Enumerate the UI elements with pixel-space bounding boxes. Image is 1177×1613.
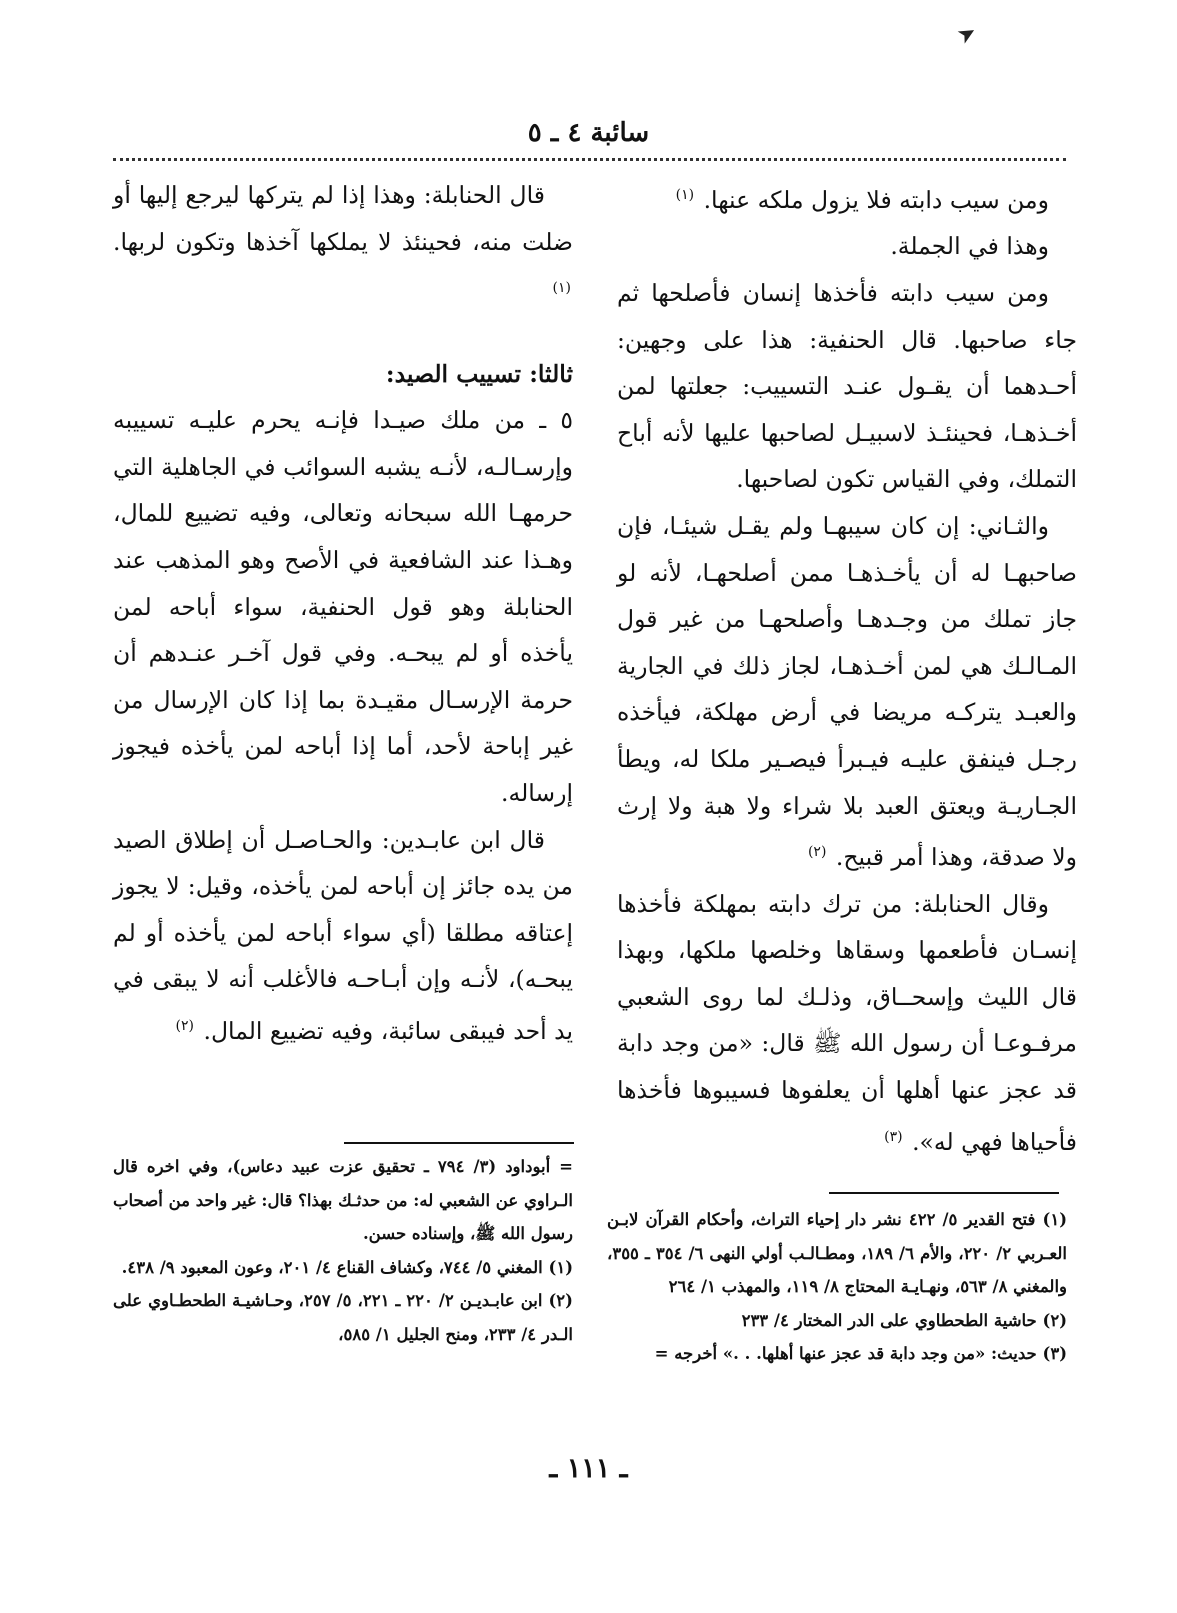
footnotes-left <box>113 1150 573 1351</box>
section-heading: ثالثا: تسييب الصيد: <box>385 359 573 388</box>
footnote-separator <box>344 1142 574 1144</box>
footnote-ref: (٢) <box>807 844 827 861</box>
paragraph: وهذا في الجملة. <box>890 232 1049 261</box>
header-dotted-rule <box>113 158 1066 161</box>
spacer <box>113 317 573 351</box>
footnote-continuation: = أبوداود (٣/ ٧٩٤ ـ تحقيق عزت عبيد دعاس)، وفي اخره قال الـراوي عن الشعبي له: من حدثـك بهذا؟ قال: غير واحد من أصحاب رسول الله ﷺ، وإسناده حسن. <box>113 1157 574 1243</box>
footnote: (٢) ابن عابـديـن ٢/ ٢٢٠ ـ ٢٢١، ٥/ ٢٥٧، وحـاشيـة الطحطـاوي على الـدر ٤/ ٢٣٣، ومنح الجليل ١/ ٥٨٥، <box>113 1291 573 1344</box>
footnote-ref: (١) <box>675 187 695 203</box>
paragraph: ومن سيب دابته فلا يزول ملكه عنها. $^{(١)}$ <box>675 185 1049 214</box>
footnote: (٣) حديث: «من وجد دابة قد عجز عنها أهلها. . .» أخرجه = <box>654 1344 1067 1363</box>
page-number: ـ ١١١ ـ <box>549 1453 628 1484</box>
paragraph: قال ابن عابـدين: والحـاصـل أن إطلاق الصيد من يده جائز إن أباحه لمن يأخذه، وقيل: لا يجوز إعتاقه مطلقا (أي سواء أباحه لمن يأخذه أو لم يبحـه)، لأنـه وإن أبـاحـه فالأغلب أنه لا يبقى في يد أحد فيبقى سائبة، وفيه تضييع المال. $^{(٢)}$ <box>113 825 573 1045</box>
right-text-column <box>617 172 1077 1165</box>
footnote: (٢) حاشية الطحطاوي على الدر المختار ٤/ ٢٣٣ <box>741 1310 1067 1330</box>
running-header: سائبة ٤ ـ ٥ <box>527 118 650 148</box>
footnote-ref: (٣) <box>884 1128 903 1145</box>
paragraph: وقال الحنابلة: من ترك دابته بمهلكة فأخذها إنسـان فأطعمها وسقاها وخلصها ملكها، وبهذا قال الليث وإسحــاق، وذلـك لما روى الشعبي مرفـوعـا أن رسول الله ﷺ قال: «من وجد دابة قد عجز عنها أهلها أن يعلفوها فسيبوها فأخذها فأحياها فهي له». $^{(٣)}$ <box>617 889 1077 1156</box>
scan-mark-icon: ➤ <box>952 19 982 50</box>
footnote: (١) فتح القدير ٥/ ٤٢٢ نشر دار إحياء التراث، وأحكام القرآن لابـن العـربي ٢/ ٢٢٠، والأم ٦/ ١٨٩، ومطـالـب أولي النهى ٦/ ٣٥٤ ـ ٣٥٥، والمغني ٨/ ٥٦٣، ونهـايـة المحتاج ٨/ ١١٩، والمهذب ١/ ٢٦٤ <box>607 1210 1068 1296</box>
paragraph: ومن سيب دابته فأخذها إنسان فأصلحها ثم جاء صاحبها. قال الحنفية: هذا على وجهين: أحـدهما أن يقـول عنـد التسييب: جعلتها لمن أخـذهـا، فحينئـذ لاسبيـل لصاحبها عليها لأنه أباح التملك، وفي القياس تكون لصاحبها. <box>617 279 1077 494</box>
footnotes-right <box>607 1203 1067 1371</box>
footnote-ref: (٢) <box>175 1017 194 1034</box>
paragraph: والثـاني: إن كان سيبهـا ولم يقـل شيئـا، فإن صاحبهـا له أن يأخـذهـا ممن أصلحهـا، لأنه لو جاز تملك من وجـدهـا وأصلحهـا من غير قول المـالـك هي لمن أخـذهـا، لجاز ذلك في الجارية والعبـد يتركـه مريضا في أرض مهلكة، فيأخذه رجـل فينفق عليـه فيـبرأ فيصـير ملكا له، ويطأ الجـاريـة ويعتق العبد بلا شراء ولا هبة ولا إرث ولا صدقة، وهذا أمر قبيح. $^{(٢)}$ <box>617 511 1077 871</box>
footnote: (١) المغني ٥/ ٧٤٤، وكشاف القناع ٤/ ٢٠١، وعون المعبود ٩/ ٤٣٨. <box>121 1257 573 1277</box>
footnote-ref: (١) <box>552 280 571 297</box>
footnote-separator <box>829 1192 1059 1194</box>
left-text-column <box>113 172 573 1054</box>
paragraph: قال الحنابلة: وهذا إذا لم يتركها ليرجع إليها أو ضلت منه، فحينئذ لا يملكها آخذها وتكون لربها. $^{(١)}$ <box>113 181 573 297</box>
paragraph: ٥ ـ من ملك صيـدا فإنـه يحرم عليـه تسييبه وإرسـالـه، لأنـه يشبه السوائب في الجاهلية التي حرمهـا الله سبحانه وتعالى، وفيه تضييع للمال، وهـذا عند الشافعية في الأصح وهو المذهب عند الحنابلة وهو قول الحنفية، سواء أباحه لمن يأخذه أو لم يبحـه. وفي قول آخـر عنـدهم أن حرمة الإرسـال مقيـدة بما إذا كان الإرسال من غير إباحة لأحد، أما إذا أباحه لمن يأخذه فيجوز إرساله. <box>113 406 573 807</box>
